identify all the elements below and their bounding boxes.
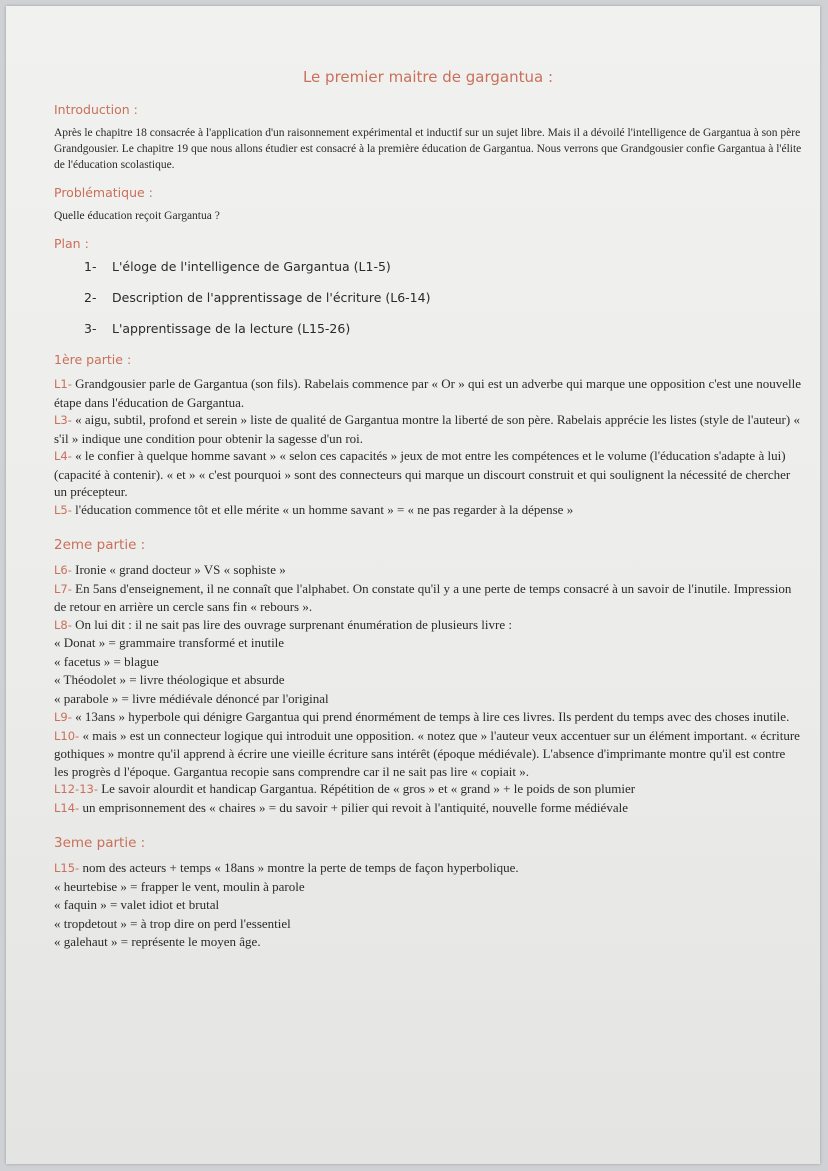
analysis-line: L7- En 5ans d'enseignement, il ne connaît que l'alphabet. On constate qu'il y a une perte de temps consacré à un savoir de l'inutile. Impression de retour en arrière un cercle sans fin « rebours ». <box>54 580 792 614</box>
document-content <box>54 68 802 952</box>
partie3-heading: 3eme partie : <box>54 835 146 851</box>
analysis-line: L8- On lui dit : il ne sait pas lire des ouvrage surprenant énumération de plusieurs livre : <box>54 616 512 632</box>
analysis-line: « galehaut » = représente le moyen âge. <box>54 934 261 949</box>
document-page <box>6 6 820 1164</box>
introduction-heading: Introduction : <box>54 102 138 117</box>
plan-list <box>84 259 802 336</box>
analysis-line: L9- « 13ans » hyperbole qui dénigre Gargantua qui prend énormément de temps à lire ces livres. Ils perdent du temps avec des choses inutile. <box>54 709 790 724</box>
page-title: Le premier maitre de gargantua : <box>302 68 554 86</box>
partie1-heading: 1ère partie : <box>54 352 132 367</box>
analysis-line: « tropdetout » = à trop dire on perd l'essentiel <box>54 915 291 931</box>
plan-heading: Plan : <box>54 236 89 251</box>
partie3-list <box>54 859 802 952</box>
partie1-list <box>54 375 802 519</box>
analysis-line: « Donat » = grammaire transformé et inutile <box>54 635 285 650</box>
analysis-line: « faquin » = valet idiot et brutal <box>54 897 220 912</box>
analysis-line: L12-13- Le savoir alourdit et handicap Gargantua. Répétition de « gros » et « grand » + le poids de son plumier <box>54 781 636 796</box>
analysis-line: L4- « le confier à quelque homme savant » « selon ces capacités » jeux de mot entre les compétences et le volume (l'éducation s'adapte à lui) (capacité à contenir). « et » « c'est pourquoi » sont des connecteurs qui marque un discourt construit et qui soulignent la nécessité de chercher un précepteur. <box>54 448 791 499</box>
analysis-line: L10- « mais » est un connecteur logique qui introduit une opposition. « notez que » l'auteur veux accentuer sur un élément important. « écriture gothiques » montre qu'il apprend à écrire une vieille écriture sans intérêt (époque médiévale). L'absence d'imprimante montre qu'il est contre les progrès d l'époque. Gargantua recopie sans comprendre car il ne sait pas lire « copiait ». <box>54 727 800 779</box>
plan-item: 1- L'éloge de l'intelligence de Gargantua (L1-5) <box>84 259 391 274</box>
analysis-line: « facetus » = blague <box>54 653 159 669</box>
analysis-line: L14- un emprisonnement des « chaires » = du savoir + pilier qui revoit à l'antiquité, nouvelle forme médiévale <box>54 799 628 815</box>
analysis-line: « Théodolet » = livre théologique et absurde <box>54 672 285 687</box>
plan-item: 3- L'apprentissage de la lecture (L15-26) <box>84 321 351 336</box>
partie2-heading: 2eme partie : <box>54 537 146 553</box>
analysis-line: « heurtebise » = frapper le vent, moulin à parole <box>54 878 305 894</box>
analysis-line: « parabole » = livre médiévale dénoncé par l'original <box>54 690 329 706</box>
analysis-line: L15- nom des acteurs + temps « 18ans » montre la perte de temps de façon hyperbolique. <box>54 860 519 875</box>
partie2-list <box>54 561 802 817</box>
analysis-line: L1- Grandgousier parle de Gargantua (son fils). Rabelais commence par « Or » qui est un adverbe qui marque une opposition c'est une nouvelle étape dans l'éducation de Gargantua. <box>54 376 802 410</box>
plan-item: 2- Description de l'apprentissage de l'écriture (L6-14) <box>84 290 431 305</box>
analysis-line: L5- l'éducation commence tôt et elle mérite « un homme savant » = « ne pas regarder à la dépense » <box>54 501 574 517</box>
problematique-heading: Problématique : <box>54 185 153 200</box>
analysis-line: L3- « aigu, subtil, profond et serein » liste de qualité de Gargantua montre la liberté de son père. Rabelais apprécie les listes (style de l'auteur) « s'il » indique une condition pour obtenir la sagesse d'un roi. <box>54 412 800 446</box>
analysis-line: L6- Ironie « grand docteur » VS « sophiste » <box>54 562 286 577</box>
problematique-text: Quelle éducation reçoit Gargantua ? <box>54 210 220 222</box>
introduction-text: Après le chapitre 18 consacrée à l'application d'un raisonnement expérimental et inductif sur un sujet libre. Mais il a dévoilé l'intelligence de Gargantua à son père Grandgousier. Le chapitre 19 que nous allons étudier est consacré à la première éducation de Gargantua. Nous verrons que Grandgousier confie Gargantua à l'élite de l'éducation scolastique. <box>54 127 802 171</box>
